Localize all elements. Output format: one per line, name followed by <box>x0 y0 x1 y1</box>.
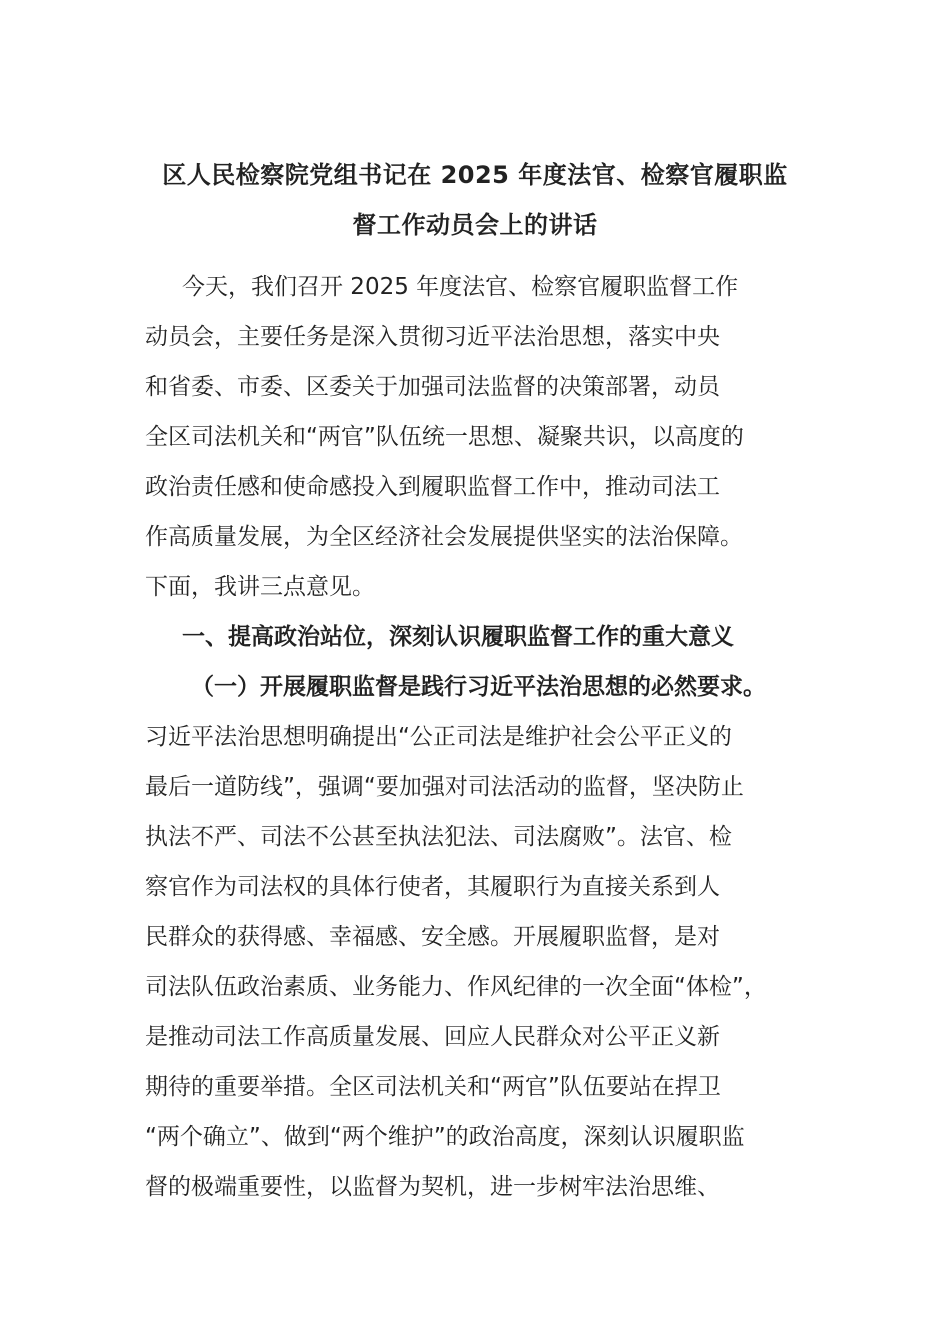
title-line-2: 督工作动员会上的讲话 <box>352 211 598 239</box>
document-body <box>145 262 825 1212</box>
paragraph-line: 民群众的获得感、幸福感、安全感。开展履职监督，是对 <box>145 924 720 950</box>
paragraph-line: 全区司法机关和“两官”队伍统一思想、凝聚共识，以高度的 <box>145 424 744 450</box>
paragraph-line: 作高质量发展，为全区经济社会发展提供坚实的法治保障。 <box>145 524 743 550</box>
paragraph-line: 动员会，主要任务是深入贯彻习近平法治思想，落实中央 <box>145 324 720 350</box>
paragraph-line: 是推动司法工作高质量发展、回应人民群众对公平正义新 <box>145 1024 720 1050</box>
subsection-heading: （一）开展履职监督是践行习近平法治思想的必然要求。 <box>191 674 766 700</box>
title-line-1: 区人民检察院党组书记在 2025 年度法官、检察官履职监 <box>162 161 788 189</box>
paragraph-line: 督的极端重要性，以监督为契机，进一步树牢法治思维、 <box>145 1174 720 1200</box>
paragraph-line: 察官作为司法权的具体行使者，其履职行为直接关系到人 <box>145 874 720 900</box>
paragraph-line: 期待的重要举措。全区司法机关和“两官”队伍要站在捍卫 <box>145 1074 721 1100</box>
paragraph-line: 下面，我讲三点意见。 <box>145 574 375 600</box>
paragraph-line: 习近平法治思想明确提出“公正司法是维护社会公平正义的 <box>145 724 732 750</box>
paragraph-line: 今天，我们召开 2025 年度法官、检察官履职监督工作 <box>182 274 739 300</box>
paragraph-line: 司法队伍政治素质、业务能力、作风纪律的一次全面“体检”， <box>145 974 767 1000</box>
section-heading: 一、提高政治站位，深刻认识履职监督工作的重大意义 <box>182 624 734 650</box>
paragraph-line: 和省委、市委、区委关于加强司法监督的决策部署，动员 <box>145 374 720 400</box>
paragraph-line: 最后一道防线”，强调“要加强对司法活动的监督，坚决防止 <box>145 774 744 800</box>
paragraph-line: 政治责任感和使命感投入到履职监督工作中，推动司法工 <box>145 474 720 500</box>
paragraph-line: 执法不严、司法不公甚至执法犯法、司法腐败”。法官、检 <box>145 824 732 850</box>
paragraph-line: “两个确立”、做到“两个维护”的政治高度，深刻认识履职监 <box>145 1124 745 1150</box>
document-title <box>145 150 805 250</box>
